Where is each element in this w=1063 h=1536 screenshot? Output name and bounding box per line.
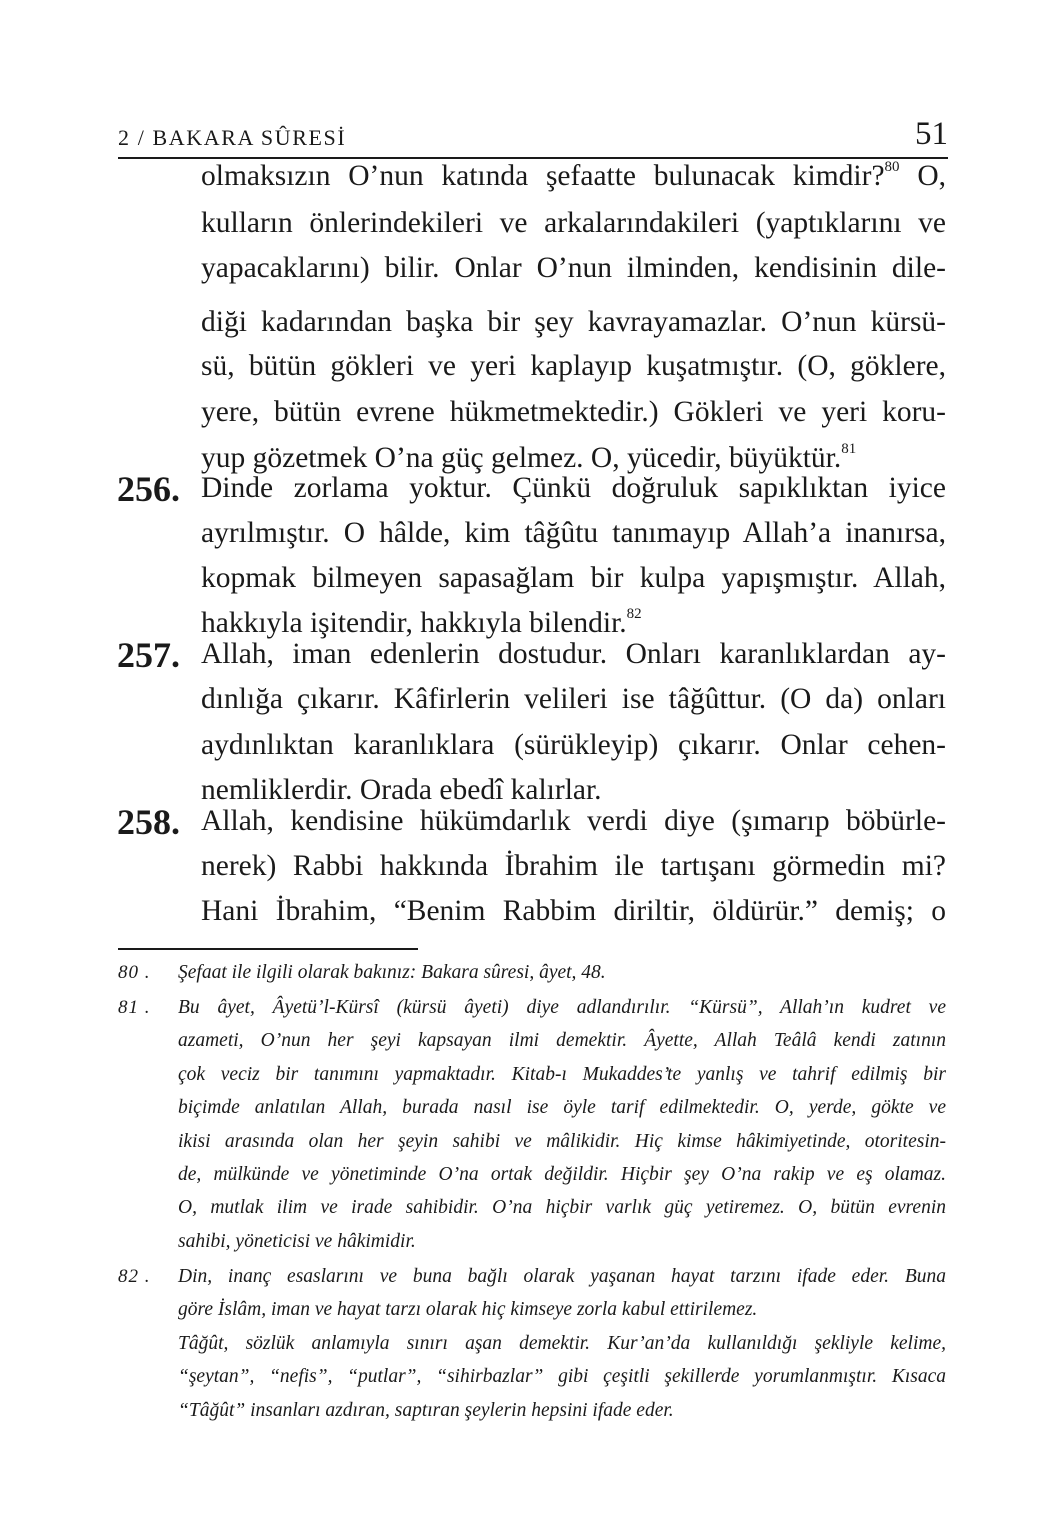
- verse-number: 258.: [117, 802, 180, 842]
- text-line: yere, bütün evrene hükmetmektedir.) Gökleri ve yeri koru-: [201, 396, 946, 428]
- footnote-line: Bu âyet, Âyetü’l-Kürsî (kürsü âyeti) diye adlandırılır. “Kürsü”, Allah’ın kudret ve: [178, 997, 946, 1018]
- footnote-line: “Tâğût” insanları azdıran, saptıran şeylerin hepsini ifade eder.: [178, 1400, 674, 1421]
- page-header: [118, 113, 948, 159]
- footnote-number: 80 .: [118, 962, 151, 983]
- text-line: Allah, iman edenlerin dostudur. Onları karanlıklardan ay-: [201, 638, 946, 670]
- verse-number: 256.: [117, 469, 180, 509]
- text-line: diği kadarından başka bir şey kavrayamazlar. O’nun kürsü-: [201, 306, 946, 338]
- footnote-divider: [118, 948, 418, 950]
- footnote-line: ikisi arasında olan her şeyin sahibi ve mâlikidir. Hiç kimse hâkimiyetinde, otoritesin-: [178, 1131, 946, 1152]
- footnote-ref: 82: [626, 606, 642, 622]
- text-line: sü, bütün gökleri ve yeri kaplayıp kuşatmıştır. (O, göklere,: [201, 350, 946, 382]
- verse-number: 257.: [117, 635, 180, 675]
- running-title: 2 / BAKARA SÛRESİ: [118, 125, 347, 150]
- text-line: kopmak bilmeyen sapasağlam bir kulpa yapışmıştır. Allah,: [201, 562, 946, 594]
- footnote-line: sahibi, yöneticisi ve hâkimidir.: [178, 1231, 416, 1252]
- footnote-line: “şeytan”, “nefis”, “putlar”, “sihirbazlar” gibi çeşitli şekillerde yorumlanmıştır. Kısaca: [178, 1366, 946, 1387]
- footnote-ref: 80: [884, 159, 900, 175]
- text-line: olmaksızın O’nun katında şefaatte bulunacak kimdir?$^{80}$ O,: [201, 159, 946, 192]
- text-line: yapacaklarını) bilir. Onlar O’nun ilminden, kendisinin dile-: [201, 252, 946, 284]
- text-line: Hani İbrahim, “Benim Rabbim diriltir, öldürür.” demiş; o: [201, 895, 946, 927]
- footnote-line: Din, inanç esaslarını ve buna bağlı olarak yaşanan hayat tarzını ifade eder. Buna: [178, 1266, 946, 1287]
- text-line: nemliklerdir. Orada ebedî kalırlar.: [201, 774, 602, 806]
- footnote-line: Şefaat ile ilgili olarak bakınız: Bakara sûresi, âyet, 48.: [178, 962, 606, 983]
- footnote-line: azameti, O’nun her şeyi kapsayan ilmi demektir. Âyette, Allah Teâlâ kendi zatının: [178, 1030, 946, 1051]
- footnote-number: 81 .: [118, 997, 151, 1018]
- text-line: kulların önlerindekileri ve arkalarındakileri (yaptıklarını ve: [201, 207, 946, 239]
- text-line: ayrılmıştır. O hâlde, kim tâğûtu tanımayıp Allah’a inanırsa,: [201, 517, 946, 549]
- text-line: Dinde zorlama yoktur. Çünkü doğruluk sapıklıktan iyice: [201, 472, 946, 504]
- page-number: 51: [915, 116, 948, 152]
- text-line: dınlığa çıkarır. Kâfirlerin velileri ise tâğûttur. (O da) onları: [201, 683, 946, 715]
- footnote-line: de, mülkünde ve yönetiminde O’na ortak değildir. Hiçbir şey O’na rakip ve eş olamaz.: [178, 1164, 946, 1185]
- text-line: hakkıyla işitendir, hakkıyla bilendir.$^{82}$: [201, 606, 642, 639]
- footnote-line: biçimde anlatılan Allah, burada nasıl ise öyle tarif edilmektedir. O, yerde, gökte ve: [178, 1097, 946, 1118]
- text-line: Allah, kendisine hükümdarlık verdi diye (şımarıp böbürle-: [201, 805, 946, 837]
- footnote-number: 82 .: [118, 1266, 151, 1287]
- footnote-line: O, mutlak ilim ve irade sahibidir. O’na hiçbir varlık güç yetiremez. O, bütün evrenin: [178, 1197, 946, 1218]
- footnote-line: Tâğût, sözlük anlamıyla sınırı aşan demektir. Kur’an’da kullanıldığı şekliyle kelime,: [178, 1333, 946, 1354]
- footnote-line: çok veciz bir tanımını yapmaktadır. Kitab-ı Mukaddes’te yanlış ve tahrif edilmiş bir: [178, 1064, 946, 1085]
- footnote-line: göre İslâm, iman ve hayat tarzı olarak hiç kimseye zorla kabul ettirilemez.: [178, 1299, 758, 1320]
- text-line: aydınlıktan karanlıklara (sürükleyip) çıkarır. Onlar cehen-: [201, 729, 946, 761]
- text-line: yup gözetmek O’na güç gelmez. O, yücedir, büyüktür.$^{81}$: [201, 441, 857, 474]
- footnote-ref: 81: [841, 441, 857, 457]
- text-line: nerek) Rabbi hakkında İbrahim ile tartışanı görmedin mi?: [201, 850, 946, 882]
